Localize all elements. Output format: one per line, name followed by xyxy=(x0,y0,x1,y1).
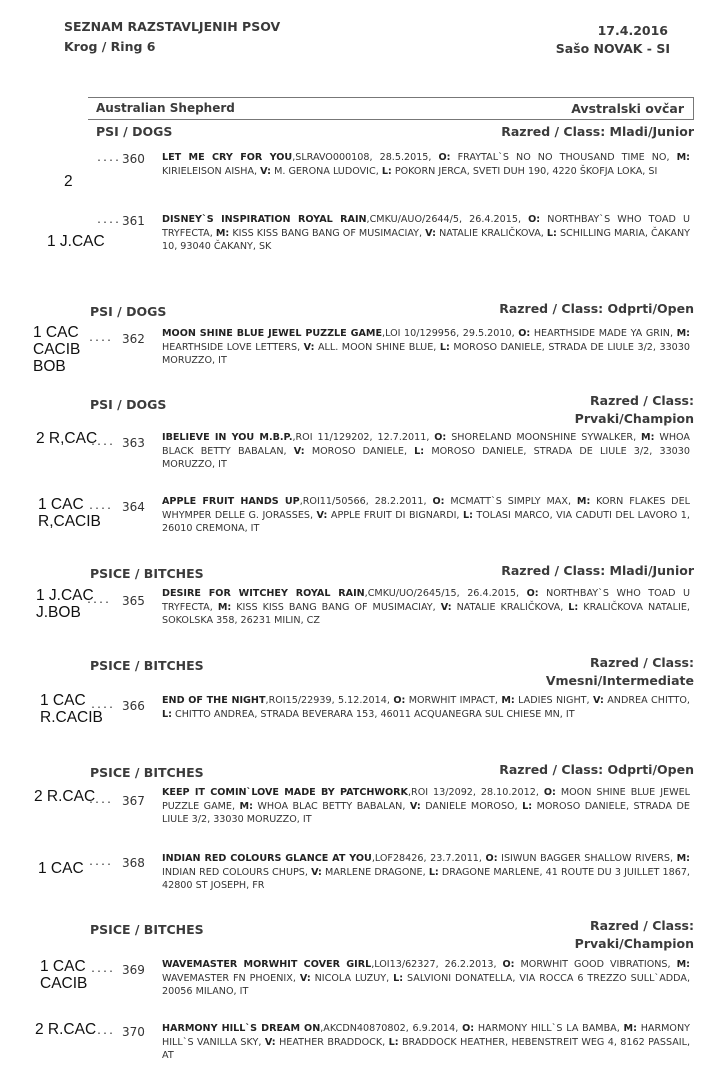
catalog-number: 368 xyxy=(122,856,145,870)
owner-label: L: xyxy=(393,972,404,984)
section-group: PSICE / BITCHES xyxy=(90,658,204,673)
breeder-name: DANIELE MOROSO xyxy=(425,800,515,812)
father-label: O: xyxy=(393,695,406,706)
award-result xyxy=(40,958,87,992)
registration-details: ,AKCDN40870802, 6.9.2014, xyxy=(320,1023,463,1034)
placeholder-dots: .... xyxy=(96,153,121,164)
section-class: Razred / Class: Prvaki/Champion xyxy=(574,918,694,951)
father-label: O: xyxy=(485,853,498,864)
section-group: PSI / DOGS xyxy=(90,397,167,412)
award-result xyxy=(33,324,80,375)
dog-name: DISNEY`S INSPIRATION ROYAL RAIN xyxy=(162,214,367,225)
father-name: MORWHIT GOOD VIBRATIONS xyxy=(520,959,668,970)
catalog-number: 360 xyxy=(122,152,145,166)
father-name: FRAYTAL`S NO NO THOUSAND TIME NO xyxy=(457,152,667,163)
catalog-number: 367 xyxy=(122,794,145,808)
owner-address: POKORN JERCA, SVETI DUH 190, 4220 ŠKOFJA LOKA, SI xyxy=(394,165,658,177)
placeholder-dots: .... xyxy=(86,595,111,606)
breeder-label: V: xyxy=(293,445,305,457)
breeder-name: HEATHER BRADDOCK xyxy=(279,1036,383,1048)
entry-text: HARMONY HILL`S DREAM ON,AKCDN40870802, 6.9.2014, O: HARMONY HILL`S LA BAMBA, M: HARMONY HILL`S VANILLA SKY, V: HEATHER BRADDOCK, L: BRADDOCK HEATHER, HEBENSTREIT WEG 4, 8162 PASSAIL, AT xyxy=(162,1023,691,1062)
section-class: Razred / Class: Vmesni/Intermediate xyxy=(545,655,694,688)
breeder-name: MOROSO DANIELE xyxy=(311,445,404,457)
award-line: 1 CAC xyxy=(40,692,86,709)
award-result xyxy=(34,788,95,805)
section-group: PSI / DOGS xyxy=(96,124,173,139)
mother-name: KISS KISS BANG BANG OF MUSIMACIAY xyxy=(236,601,433,613)
owner-label: L: xyxy=(568,601,579,613)
mother-label: M: xyxy=(623,1023,637,1034)
breeder-label: V: xyxy=(260,165,271,177)
owner-address: KRALIČKOVA NATALIE, SOKOLSKA 358, 26231 MILIN, CZ xyxy=(162,601,690,627)
father-label: O: xyxy=(434,432,447,443)
catalog-number: 363 xyxy=(122,436,145,450)
breeder-name: ANDREA CHITTO xyxy=(607,695,687,706)
catalog-number: 362 xyxy=(122,332,145,346)
document-date: 17.4.2016 xyxy=(597,23,668,38)
section-class: Razred / Class: Odprti/Open xyxy=(499,762,694,777)
dog-name: WAVEMASTER MORWHIT COVER GIRL xyxy=(162,959,372,970)
breeder-name: M. GERONA LUDOVIC xyxy=(274,165,376,177)
breeder-name: MARLENE DRAGONE xyxy=(325,866,423,878)
catalog-number: 361 xyxy=(122,214,145,228)
award-line: 2 xyxy=(64,173,73,190)
award-result xyxy=(36,430,97,447)
section-group: PSI / DOGS xyxy=(90,304,167,319)
breeder-name: NATALIE KRALIČKOVA xyxy=(456,601,561,613)
entry-text: INDIAN RED COLOURS GLANCE AT YOU,LOF28426, 23.7.2011, O: ISIWUN BAGGER SHALLOW RIVERS, M: INDIAN RED COLOURS CHUPS, V: MARLENE DRAGONE, L: DRAGONE MARLENE, 41 ROUTE DU 3 JUILLET 1867, 42800 ST JOSEPH, FR xyxy=(162,853,690,892)
breeder-label: V: xyxy=(299,972,311,984)
award-line: CACIB xyxy=(40,975,88,992)
placeholder-dots: .... xyxy=(90,1026,115,1037)
owner-address: SCHILLING MARIA, ČAKANY 10, 93040 ČAKANY, SK xyxy=(162,227,691,253)
owner-address: DRAGONE MARLENE, 41 ROUTE DU 3 JUILLET 1867, 42800 ST JOSEPH, FR xyxy=(162,866,690,892)
award-line: J.BOB xyxy=(36,604,81,621)
dog-name: IBELIEVE IN YOU M.B.P. xyxy=(162,432,293,443)
father-name: MCMATT`S SIMPLY MAX xyxy=(450,496,568,507)
award-line: 1 J.CAC xyxy=(47,233,105,250)
father-label: O: xyxy=(462,1023,475,1034)
document-title: SEZNAM RAZSTAVLJENIH PSOV xyxy=(64,19,281,34)
registration-details: ,CMKU/UO/2645/15, 26.4.2015, xyxy=(364,588,527,599)
ring-label: Krog / Ring 6 xyxy=(64,39,156,54)
mother-name: HARMONY HILL`S VANILLA SKY xyxy=(162,1023,690,1048)
registration-details: ,SLRAVO000108, 28.5.2015, xyxy=(292,152,439,163)
entry-text: END OF THE NIGHT,ROI15/22939, 5.12.2014, O: MORWHIT IMPACT, M: LADIES NIGHT, V: ANDREA CHITTO, L: CHITTO ANDREA, STRADA BEVERARA 153, 46011 ACQUANEGRA SUL CHIESE MN, IT xyxy=(162,695,690,720)
owner-label: L: xyxy=(439,341,450,353)
award-line: 2 R.CAC xyxy=(35,1021,97,1038)
placeholder-dots: .... xyxy=(90,964,115,975)
entry-text: WAVEMASTER MORWHIT COVER GIRL,LOI13/62327, 26.2.2013, O: MORWHIT GOOD VIBRATIONS, M: WAVEMASTER FN PHOENIX, V: NICOLA LUZUY, L: SALVIONI DONATELLA, VIA ROCCA 6 TREZZO SULL`ADDA, 20056 MILANO, IT xyxy=(162,959,691,998)
breeder-label: V: xyxy=(440,601,452,613)
owner-label: L: xyxy=(546,227,557,239)
award-line: R,CACIB xyxy=(38,513,101,530)
father-label: O: xyxy=(528,214,541,225)
registration-details: ,ROI15/22939, 5.12.2014, xyxy=(265,695,394,706)
owner-address: MOROSO DANIELE, STRADA DE LIULE 3/2, 33030 MORUZZO, IT xyxy=(162,800,690,826)
award-line: 2 R,CAC xyxy=(36,430,98,447)
dog-name: KEEP IT COMIN`LOVE MADE BY PATCHWORK xyxy=(162,787,408,798)
owner-label: L: xyxy=(522,800,533,812)
breeder-name: NATALIE KRALIČKOVA xyxy=(439,227,541,239)
father-name: MORWHIT IMPACT xyxy=(408,695,495,706)
mother-name: HEARTHSIDE LOVE LETTERS xyxy=(162,341,298,353)
father-label: O: xyxy=(543,787,556,798)
catalog-number: 366 xyxy=(122,699,145,713)
section-group: PSICE / BITCHES xyxy=(90,765,204,780)
judge-name: Sašo NOVAK - SI xyxy=(555,41,670,56)
entry-text: LET ME CRY FOR YOU,SLRAVO000108, 28.5.2015, O: FRAYTAL`S NO NO THOUSAND TIME NO, M: KIRIELEISON AISHA, V: M. GERONA LUDOVIC, L: POKORN JERCA, SVETI DUH 190, 4220 ŠKOFJA LOKA, SI xyxy=(162,152,690,177)
mother-label: M: xyxy=(676,328,690,339)
owner-label: L: xyxy=(162,708,172,720)
section-class: Razred / Class: Mladi/Junior xyxy=(501,563,694,578)
entry-text: MOON SHINE BLUE JEWEL PUZZLE GAME,LOI 10/129956, 29.5.2010, O: HEARTHSIDE MADE YA GRIN, M: HEARTHSIDE LOVE LETTERS, V: ALL. MOON SHINE BLUE, L: MOROSO DANIELE, STRADA DE LIULE 3/2, 33030 MORUZZO, IT xyxy=(162,328,690,367)
registration-details: ,ROI 13/2092, 28.10.2012, xyxy=(407,787,544,798)
section-class: Razred / Class: Odprti/Open xyxy=(499,301,694,316)
mother-label: M: xyxy=(501,695,515,706)
section-class: Razred / Class: Prvaki/Champion xyxy=(574,393,694,426)
award-line: 2 R.CAC xyxy=(34,788,96,805)
father-label: O: xyxy=(526,588,539,599)
mother-label: M: xyxy=(676,959,690,970)
mother-label: M: xyxy=(217,601,232,613)
award-line: 1 CAC xyxy=(33,324,79,341)
father-name: MOON SHINE BLUE JEWEL PUZZLE GAME xyxy=(162,787,690,812)
entry-text: KEEP IT COMIN`LOVE MADE BY PATCHWORK,ROI 13/2092, 28.10.2012, O: MOON SHINE BLUE JEWEL PUZZLE GAME, M: WHOA BLAC BETTY BABALAN, V: DANIELE MOROSO, L: MOROSO DANIELE, STRADA DE LIULE 3/2, 33030 MORUZZO, IT xyxy=(162,787,690,826)
father-name: NORTHBAY`S WHO TOAD U TRYFECTA xyxy=(162,214,690,239)
registration-details: ,ROI 11/129202, 12.7.2011, xyxy=(292,432,435,443)
father-label: O: xyxy=(438,152,451,163)
owner-address: MOROSO DANIELE, STRADA DE LIULE 3/2, 33030 MORUZZO, IT xyxy=(162,445,690,471)
award-result xyxy=(35,1021,96,1038)
placeholder-dots: .... xyxy=(88,501,113,512)
father-label: O: xyxy=(432,496,445,507)
owner-address: BRADDOCK HEATHER, HEBENSTREIT WEG 4, 8162 PASSAIL, AT xyxy=(162,1036,691,1062)
award-result xyxy=(38,860,84,877)
mother-name: WHOA BLACK BETTY BABALAN xyxy=(162,432,690,457)
dog-name: HARMONY HILL`S DREAM ON xyxy=(162,1023,321,1034)
award-line: CACIB xyxy=(33,341,81,358)
entry-text: APPLE FRUIT HANDS UP,ROI11/50566, 28.2.2011, O: MCMATT`S SIMPLY MAX, M: KORN FLAKES DEL WHYMPER DELLE G. JORASSES, V: APPLE FRUIT DI BIGNARDI, L: TOLASI MARCO, VIA CADUTI DEL LAVORO 1, 26010 CREMONA, IT xyxy=(162,496,690,535)
breed-name-si: Avstralski ovčar xyxy=(571,101,684,116)
father-name: SHORELAND MOONSHINE SYWALKER xyxy=(451,432,634,443)
mother-name: WAVEMASTER FN PHOENIX xyxy=(162,972,293,984)
breeder-label: V: xyxy=(409,800,421,812)
breed-name-en: Australian Shepherd xyxy=(96,101,235,115)
breeder-name: NICOLA LUZUY xyxy=(314,972,387,984)
mother-label: M: xyxy=(239,800,253,812)
registration-details: ,LOI13/62327, 26.2.2013, xyxy=(371,959,503,970)
owner-label: L: xyxy=(428,866,439,878)
mother-name: KORN FLAKES DEL WHYMPER DELLE G. JORASSES xyxy=(162,496,690,521)
breeder-name: APPLE FRUIT DI BIGNARDI xyxy=(330,509,457,521)
entry-text: DISNEY`S INSPIRATION ROYAL RAIN,CMKU/AUO/2644/5, 26.4.2015, O: NORTHBAY`S WHO TOAD U TRYFECTA, M: KISS KISS BANG BANG OF MUSIMACIAY, V: NATALIE KRALIČKOVA, L: SCHILLING MARIA, ČAKANY 10, 93040 ČAKANY, SK xyxy=(162,214,691,253)
breeder-label: V: xyxy=(264,1036,276,1048)
entry-text: DESIRE FOR WITCHEY ROYAL RAIN,CMKU/UO/2645/15, 26.4.2015, O: NORTHBAY`S WHO TOAD U TRYFECTA, M: KISS KISS BANG BANG OF MUSIMACIAY, V: NATALIE KRALIČKOVA, L: KRALIČKOVA NATALIE, SOKOLSKA 358, 26231 MILIN, CZ xyxy=(162,588,691,627)
placeholder-dots: .... xyxy=(90,437,115,448)
breeder-label: V: xyxy=(592,695,604,706)
registration-details: ,LOI 10/129956, 29.5.2010, xyxy=(382,328,519,339)
catalog-number: 370 xyxy=(122,1025,145,1039)
mother-label: M: xyxy=(676,853,690,864)
mother-name: INDIAN RED COLOURS CHUPS xyxy=(162,866,305,878)
dog-name: MOON SHINE BLUE JEWEL PUZZLE GAME xyxy=(162,328,383,339)
owner-address: CHITTO ANDREA, STRADA BEVERARA 153, 46011 ACQUANEGRA SUL CHIESE MN, IT xyxy=(175,708,575,720)
owner-address: MOROSO DANIELE, STRADA DE LIULE 3/2, 33030 MORUZZO, IT xyxy=(162,341,690,367)
registration-details: ,LOF28426, 23.7.2011, xyxy=(371,853,486,864)
mother-name: LADIES NIGHT xyxy=(518,695,587,706)
dog-name: LET ME CRY FOR YOU xyxy=(162,152,293,163)
mother-label: M: xyxy=(215,227,230,239)
catalog-number: 369 xyxy=(122,963,145,977)
award-line: BOB xyxy=(33,358,66,375)
breeder-label: V: xyxy=(303,341,315,353)
owner-label: L: xyxy=(388,1036,399,1048)
owner-label: L: xyxy=(462,509,473,521)
breeder-label: V: xyxy=(311,866,322,878)
section-group: PSICE / BITCHES xyxy=(90,566,204,581)
placeholder-dots: .... xyxy=(88,333,113,344)
breeder-name: ALL. MOON SHINE BLUE xyxy=(317,341,434,353)
father-name: ISIWUN BAGGER SHALLOW RIVERS xyxy=(501,853,670,864)
father-label: O: xyxy=(502,959,515,970)
award-line: 1 CAC xyxy=(38,860,84,877)
owner-label: L: xyxy=(381,165,392,177)
mother-name: KIRIELEISON AISHA xyxy=(162,165,255,177)
dog-name: DESIRE FOR WITCHEY ROYAL RAIN xyxy=(162,588,365,599)
dog-name: END OF THE NIGHT xyxy=(162,695,266,706)
award-line: R.CACIB xyxy=(40,709,103,726)
dog-name: INDIAN RED COLOURS GLANCE AT YOU xyxy=(162,853,372,864)
mother-name: KISS KISS BANG BANG OF MUSIMACIAY xyxy=(232,227,420,239)
breeder-label: V: xyxy=(425,227,437,239)
registration-details: ,ROI11/50566, 28.2.2011, xyxy=(299,496,433,507)
mother-name: WHOA BLAC BETTY BABALAN xyxy=(257,800,403,812)
placeholder-dots: .... xyxy=(88,857,113,868)
award-result xyxy=(47,233,105,250)
registration-details: ,CMKU/AUO/2644/5, 26.4.2015, xyxy=(366,214,529,225)
catalog-number: 364 xyxy=(122,500,145,514)
award-result xyxy=(64,173,73,190)
section-group: PSICE / BITCHES xyxy=(90,922,204,937)
father-label: O: xyxy=(518,328,531,339)
section-class: Razred / Class: Mladi/Junior xyxy=(501,124,694,139)
dog-name: APPLE FRUIT HANDS UP xyxy=(162,496,300,507)
placeholder-dots: .... xyxy=(96,215,121,226)
breeder-label: V: xyxy=(316,509,328,521)
catalog-number: 365 xyxy=(122,594,145,608)
father-name: NORTHBAY`S WHO TOAD U TRYFECTA xyxy=(162,588,691,613)
entry-text: IBELIEVE IN YOU M.B.P.,ROI 11/129202, 12.7.2011, O: SHORELAND MOONSHINE SYWALKER, M: WHOA BLACK BETTY BABALAN, V: MOROSO DANIELE, L: MOROSO DANIELE, STRADA DE LIULE 3/2, 33030 MORUZZO, IT xyxy=(162,432,690,471)
father-name: HEARTHSIDE MADE YA GRIN xyxy=(533,328,670,339)
owner-address: SALVIONI DONATELLA, VIA ROCCA 6 TREZZO SULL`ADDA, 20056 MILANO, IT xyxy=(162,972,691,998)
father-name: HARMONY HILL`S LA BAMBA xyxy=(477,1023,617,1034)
mother-label: M: xyxy=(676,152,690,163)
owner-label: L: xyxy=(414,445,425,457)
owner-address: TOLASI MARCO, VIA CADUTI DEL LAVORO 1, 26010 CREMONA, IT xyxy=(162,509,690,535)
placeholder-dots: .... xyxy=(90,700,115,711)
award-line: 1 CAC xyxy=(38,496,84,513)
award-line: 1 CAC xyxy=(40,958,86,975)
placeholder-dots: .... xyxy=(88,795,113,806)
award-line: 1 J.CAC xyxy=(36,587,94,604)
mother-label: M: xyxy=(641,432,655,443)
mother-label: M: xyxy=(576,496,591,507)
